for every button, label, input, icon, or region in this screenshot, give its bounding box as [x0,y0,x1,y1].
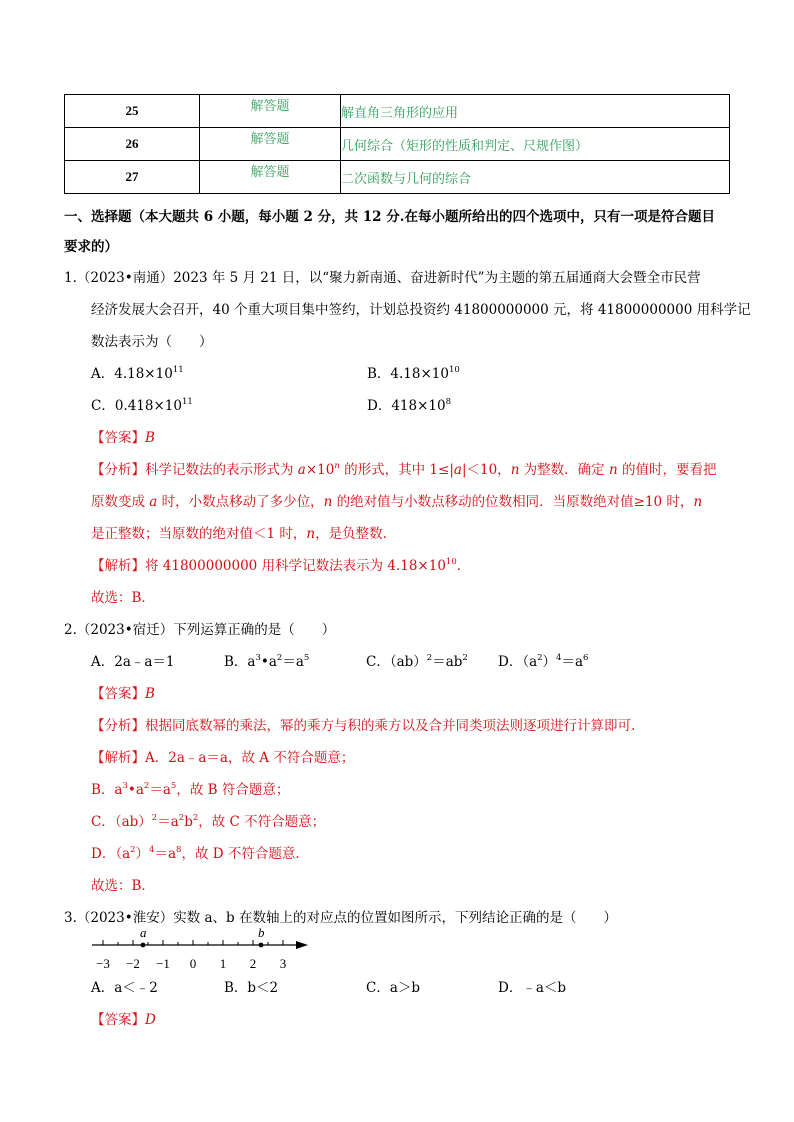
number-line-tick-label: −2 [126,956,140,971]
q2-answer: 【答案】B [91,686,155,702]
arrow-head-icon [296,941,308,949]
q2-solution-b: B．$a^3•a^2=a^5$，故 B 符合题意； [91,781,290,798]
q2-choose: 故选：B． [91,878,155,894]
question-number: 26 [65,128,200,161]
q1-solution: 【解析】将 41800000000 用科学记数法表示为 $4.18\times 10^{10}$． [91,557,471,574]
q1-analysis-line1: 【分析】科学记数法的表示形式为 $a\times 10^n$ 的形式，其中 1≤|a|＜10，n 为整数．确定 n 的值时，要看把 [91,461,717,478]
q2-option-b: B．$a^3•a^2=a^5$ [224,653,310,670]
section-heading-cont: 要求的） [64,239,118,255]
q1-option-c: C．$0.418\times 10^{11}$ [91,397,193,414]
q1-option-a: A．$4.18\times 10^{11}$ [91,365,184,382]
q2-solution-d: D．$(a^2)^4=a^8$，故 D 不符合题意. [91,845,300,862]
number-line-tick-label: −1 [156,956,170,971]
q3-option-b: B．b＜2 [224,980,279,996]
number-line-tick-label: 3 [279,956,287,971]
q2-option-d: D．$(a^2)^4=a^6$ [498,653,589,670]
topic-table [64,94,730,194]
q1-stem-line3: 数法表示为（ ） [91,334,213,350]
q3-stem: 3.（2023•淮安）实数 a、b 在数轴上的对应点的位置如图所示，下列结论正确的是（ ） [64,910,617,926]
question-type: 解答题 [200,128,341,161]
point-b-dot [259,943,264,948]
number-line-tick-label: 1 [219,956,227,971]
q3-answer: 【答案】D [91,1012,156,1028]
section-heading: 一、选择题（本大题共 6 小题，每小题 2 分，共 12 分.在每小题所给出的四个选项中，只有一项是符合题目 [64,209,715,225]
question-topic: 二次函数与几何的综合 [341,161,730,194]
q1-stem-line1: 1.（2023•南通）2023 年 5 月 21 日，以“聚力新南通、奋进新时代”为主题的第五届通商大会暨全市民营 [64,270,701,286]
q2-option-a: A．2a﹣a＝1 [91,654,175,670]
number-line-diagram [86,922,316,974]
question-topic: 解直角三角形的应用 [341,95,730,128]
q1-stem-line2: 经济发展大会召开，40 个重大项目集中签约，计划总投资约 41800000000 元，将 41800000000 用科学记 [91,302,751,318]
point-a-label: a [140,925,147,940]
q1-choose: 故选：B． [91,590,155,606]
q3-option-a: A．a＜﹣2 [91,980,158,996]
question-type: 解答题 [200,161,341,194]
table-row [65,161,730,194]
question-type: 解答题 [200,95,341,128]
q2-solution-a: 【解析】A．2a﹣a＝a，故 A 不符合题意； [91,750,355,766]
q1-analysis-line3: 是正整数；当原数的绝对值＜1 时，n，是负整数. [91,526,387,542]
number-line-tick-label: 2 [249,956,257,971]
q2-option-c: C．$(ab)^2=ab^2$ [366,653,468,670]
q3-option-c: C．a＞b [366,980,421,996]
q1-answer: 【答案】B [91,430,155,446]
q1-option-d: D．$418\times 10^8$ [367,397,452,414]
q1-option-b: B．$4.18\times 10^{10}$ [367,365,460,382]
question-topic: 几何综合（矩形的性质和判定、尺规作图） [341,128,730,161]
q2-analysis: 【分析】根据同底数幂的乘法，幂的乘方与积的乘方以及合并同类项法则逐项进行计算即可. [91,718,636,734]
question-number: 25 [65,95,200,128]
q2-solution-c: C．$(ab)^2=a^2b^2$，故 C 不符合题意； [91,813,326,830]
q2-stem: 2.（2023•宿迁）下列运算正确的是（ ） [64,622,336,638]
table-row [65,95,730,128]
point-b-label: b [258,925,265,940]
number-line-tick-label: −3 [96,956,110,971]
question-number: 27 [65,161,200,194]
number-line-tick-label: 0 [189,956,197,971]
table-row [65,128,730,161]
point-a-dot [141,943,146,948]
q1-analysis-line2: 原数变成 a 时，小数点移动了多少位，n 的绝对值与小数点移动的位数相同．当原数绝对值≥10 时，n [91,494,703,510]
q3-option-d: D．﹣a＜b [498,980,567,996]
